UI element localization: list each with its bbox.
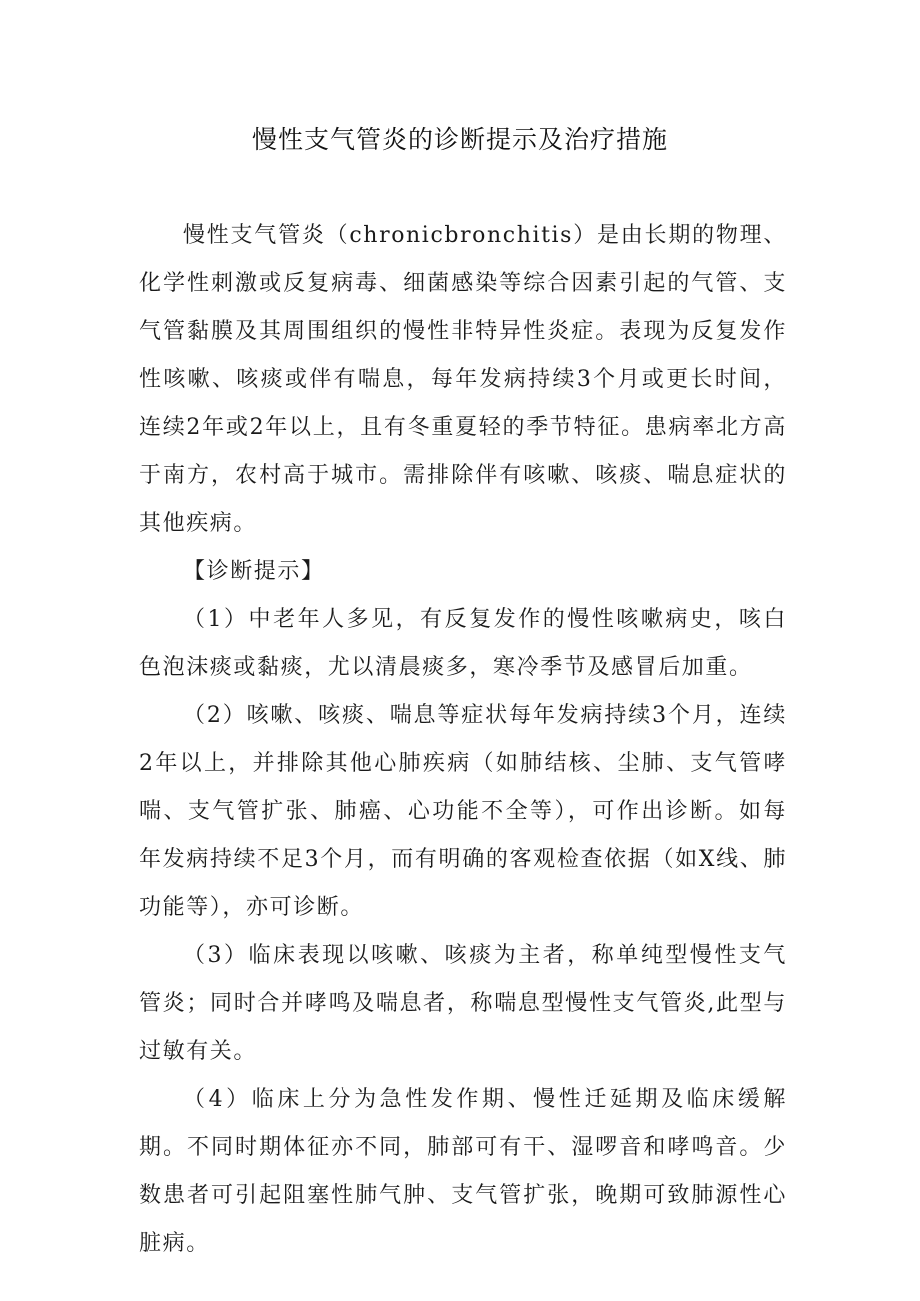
- section-heading-diagnosis: 【诊断提示】: [183, 559, 325, 584]
- document-body: [139, 212, 787, 1268]
- diagnosis-item-4: （4）临床上分为急性发作期、慢性迁延期及临床缓解期。不同时期体征亦不同，肺部可有干、湿啰音和哮鸣音。少数患者可引起阻塞性肺气肿、支气管扩张，晚期可致肺源性心脏病。: [139, 1087, 787, 1256]
- diagnosis-item-3: （3）临床表现以咳嗽、咳痰为主者，称单纯型慢性支气管炎；同时合并哮鸣及喘息者，称喘息型慢性支气管炎,此型与过敏有关。: [139, 943, 787, 1064]
- diagnosis-item-2: （2）咳嗽、咳痰、喘息等症状每年发病持续3个月，连续2年以上，并排除其他心肺疾病（如肺结核、尘肺、支气管哮喘、支气管扩张、肺癌、心功能不全等），可作出诊断。如每年发病持续不足3个月，而有明确的客观检查依据（如X线、肺功能等），亦可诊断。: [139, 703, 787, 920]
- intro-paragraph: 慢性支气管炎（chronicbronchitis）是由长期的物理、化学性刺激或反复病毒、细菌感染等综合因素引起的气管、支气管黏膜及其周围组织的慢性非特异性炎症。表现为反复发作性咳嗽、咳痰或伴有喘息，每年发病持续3个月或更长时间，连续2年或2年以上，且有冬重夏轻的季节特征。患病率北方高于南方，农村高于城市。需排除伴有咳嗽、咳痰、喘息症状的其他疾病。: [139, 223, 787, 536]
- document-title: 慢性支气管炎的诊断提示及治疗措施: [251, 125, 668, 154]
- diagnosis-item-1: （1）中老年人多见，有反复发作的慢性咳嗽病史，咳白色泡沫痰或黏痰，尤以清晨痰多，寒冷季节及感冒后加重。: [139, 607, 787, 680]
